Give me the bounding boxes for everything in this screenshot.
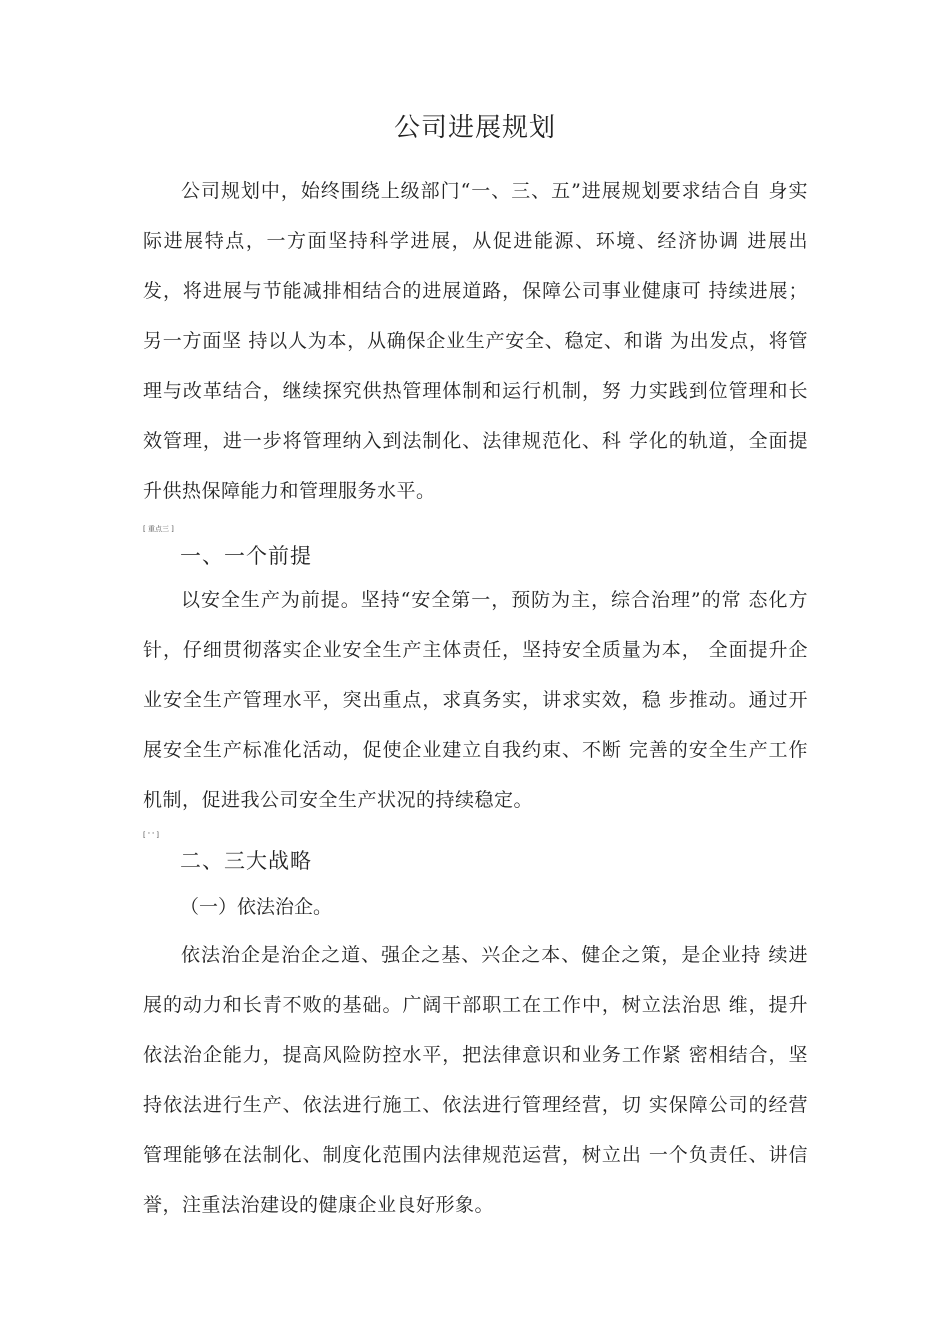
margin-mark-2: [ ' ' ] [143, 831, 159, 839]
page-title: 公司进展规划 [393, 113, 556, 143]
section-heading-1: 一、一个前提 [180, 544, 312, 568]
subsection-heading-1: （一）依法治企。 [180, 896, 333, 918]
section-heading-2: 二、三大战略 [180, 849, 312, 873]
subsection-1-paragraph: 依法治企是治企之道、强企之基、兴企之本、健企之策，是企业持 续进展的动力和长青不败的基础。广阔干部职工在工作中，树立法治思 维，提升依法治企能力，提高风险防控水平，把法律意识和业务工作紧 密相结合，坚持依法进行生产、依法进行施工、依法进行管理经营，切 实保障公司的经营管理能够在法制化、制度化范围内法律规范运营，树立出 一个负责任、讲信誉，注重法治建设的健康企业良好形象。 [143, 944, 808, 1216]
intro-paragraph: 公司规划中，始终围绕上级部门“一、三、五”进展规划要求结合自 身实际进展特点，一方面坚持科学进展，从促进能源、环境、经济协调 进展出发，将进展与节能减排相结合的进展道路，保障公司事业健康可 持续进展；另一方面坚 持以人为本，从确保企业生产安全、稳定、和谐 为出发点，将管理与改革结合，继续探究供热管理体制和运行机制，努 力实践到位管理和长效管理，进一步将管理纳入到法制化、法律规范化、科 学化的轨道，全面提升供热保障能力和管理服务水平。 [143, 180, 808, 502]
margin-mark: [ 重点三 ] [143, 525, 174, 533]
section-1-paragraph: 以安全生产为前提。坚持“安全第一，预防为主，综合治理”的常 态化方针，仔细贯彻落实企业安全生产主体责任，坚持安全质量为本， 全面提升企业安全生产管理水平，突出重点，求真务实，讲求实效，稳 步推动。通过开展安全生产标准化活动，促使企业建立自我约束、不断 完善的安全生产工作机制，促进我公司安全生产状况的持续稳定。 [143, 589, 808, 811]
